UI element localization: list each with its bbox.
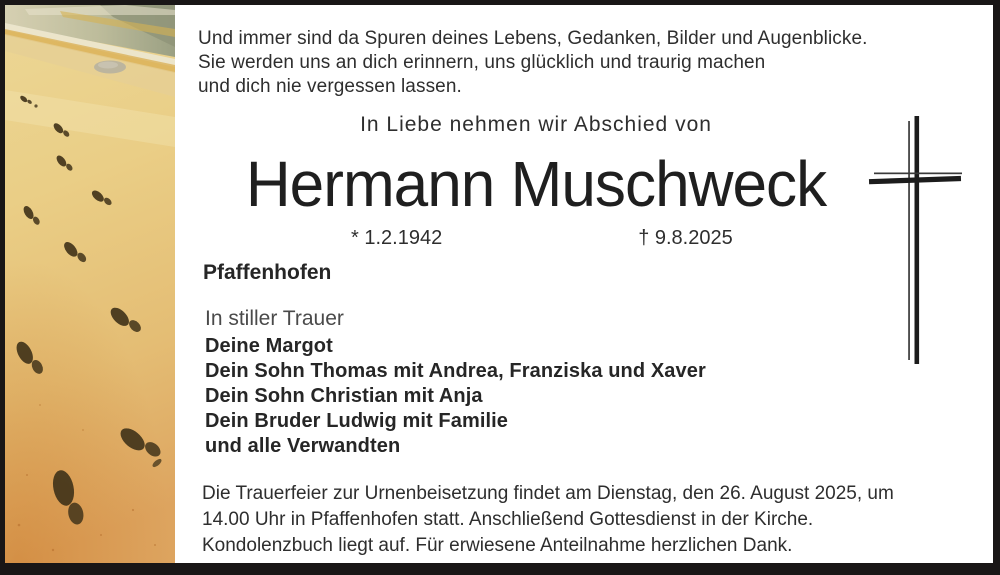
mourners-list (205, 334, 706, 459)
funeral-line: 14.00 Uhr in Pfaffenhofen statt. Anschließend Gottesdienst in der Kirche. (202, 509, 814, 530)
verse-line: und dich nie vergessen lassen. (198, 76, 462, 97)
deceased-name: Hermann Muschweck (245, 148, 827, 220)
funeral-line: Kondolenzbuch liegt auf. Für erwiesene Anteilnahme herzlichen Dank. (202, 535, 793, 556)
birth-date: * 1.2.1942 (351, 227, 443, 249)
verse-line: Und immer sind da Spuren deines Lebens, Gedanken, Bilder und Augenblicke. (198, 28, 868, 49)
city-label: Pfaffenhofen (203, 261, 332, 284)
footprints-photo (5, 5, 175, 563)
mourner-line: Dein Bruder Ludwig mit Familie (205, 410, 509, 432)
notice-content (175, 5, 897, 563)
mourner-line: Dein Sohn Thomas mit Andrea, Franziska und Xaver (205, 360, 706, 382)
mourner-line: und alle Verwandten (205, 435, 401, 457)
farewell-line: In Liebe nehmen wir Abschied von (360, 113, 712, 136)
mourner-line: Dein Sohn Christian mit Anja (205, 385, 483, 407)
memorial-cross-icon (866, 114, 970, 366)
memorial-verse (198, 27, 868, 99)
mourning-intro: In stiller Trauer (205, 307, 344, 330)
life-dates (175, 227, 897, 253)
mourner-line: Deine Margot (205, 335, 333, 357)
notice-paper (5, 5, 993, 563)
verse-line: Sie werden uns an dich erinnern, uns glücklich und traurig machen (198, 52, 766, 73)
death-date: † 9.8.2025 (638, 227, 733, 249)
funeral-line: Die Trauerfeier zur Urnenbeisetzung findet am Dienstag, den 26. August 2025, um (202, 483, 894, 504)
funeral-info (202, 481, 894, 559)
